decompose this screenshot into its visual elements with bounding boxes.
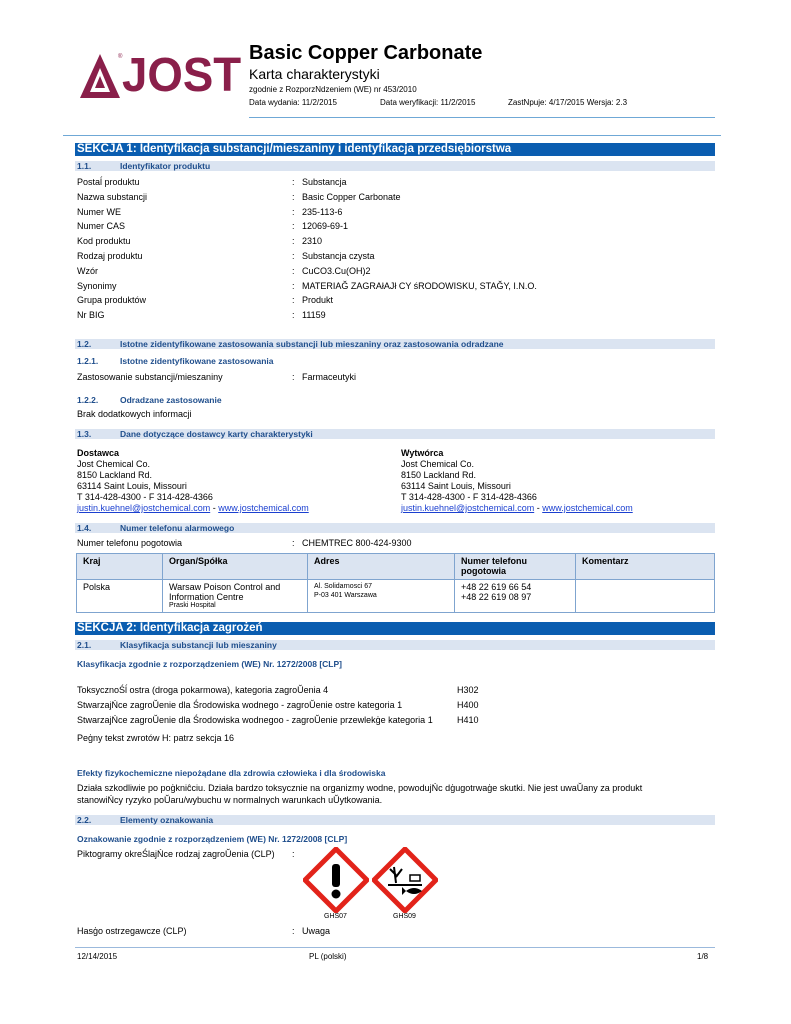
cell-kraj: Polska [77, 580, 163, 613]
row-key: Numer CAS [77, 221, 126, 232]
subsection-2-1: 2.1. Klasyfikacja substancji lub mieszaniny [75, 640, 715, 650]
document-title: Basic Copper Carbonate [249, 42, 483, 64]
header-divider [249, 117, 715, 118]
no-info-text: Brak dodatkowych informacji [77, 409, 192, 419]
manufacturer-heading: Wytwórca [401, 448, 444, 458]
document-subtitle: Karta charakterystyki [249, 66, 380, 82]
row-colon: : [292, 221, 295, 232]
col-organ: Organ/Spółka [163, 554, 308, 580]
logo-text: JOST [122, 49, 242, 102]
issue-date: Data wydania: 11/2/2015 [249, 98, 337, 107]
pictograms-label: Piktogramy okreŚlajŃce rodzaj zagroŬenia (CLP) [77, 849, 275, 859]
table-row [77, 295, 717, 307]
subsection-2-2: 2.2. Elementy oznakowania [75, 815, 715, 825]
row-value: 2310 [302, 236, 323, 247]
ghs07-label: GHS07 [324, 913, 347, 920]
jost-logo [80, 49, 242, 102]
row-key: Grupa produktów [77, 295, 147, 306]
manufacturer-phone: T 314-428-4300 - F 314-428-4366 [401, 492, 537, 502]
regulation-line: zgodnie z RozporzNdzeniem (WE) nr 453/2010 [249, 85, 417, 94]
supplier-street: 8150 Lackland Rd. [77, 470, 153, 480]
subsection-1-1: 1.1. Identyfikator produktu [75, 161, 715, 171]
row-value: Basic Copper Carbonate [302, 191, 401, 202]
col-komentarz: Komentarz [576, 554, 715, 580]
table-row [77, 281, 717, 293]
table-row [77, 310, 717, 322]
footer-divider [75, 947, 715, 948]
emergency-phone-row: Numer telefonu pogotowia : CHEMTREC 800-424-9300 [77, 538, 412, 548]
cell-adres: Al. Solidarnosci 67 P-03 401 Warszawa [308, 580, 455, 613]
manufacturer-email-link[interactable]: justin.kuehnel@jostchemical.com [401, 503, 535, 513]
row-key: Rodzaj produktu [77, 251, 143, 261]
subsection-1-2-2: 1.2.2. Odradzane zastosowanie [77, 395, 222, 405]
row-colon: : [292, 191, 295, 202]
header-divider-full [63, 135, 721, 136]
supplier-name: Jost Chemical Co. [77, 459, 151, 469]
pictograms-colon: : [292, 849, 295, 859]
link-separator: - [534, 503, 543, 513]
table-row [77, 221, 717, 233]
ghs09-label: GHS09 [393, 913, 416, 920]
footer-date: 12/14/2015 [77, 952, 118, 961]
row-value: MATERIAĞ ZAGRAłAJł CY śRODOWISKU, STAĞY, I.N.O. [302, 280, 537, 291]
row-value: Substancja [302, 177, 347, 187]
effects-text-line2: stanowiŃcy ryzyko poŬaru/wybuchu w normalnych warunkach uŬytkowania. [77, 795, 383, 805]
row-key: Synonimy [77, 280, 117, 291]
manufacturer-name: Jost Chemical Co. [401, 459, 475, 469]
row-value: 235-113-6 [302, 206, 343, 217]
signal-word-row: Hasģo ostrzegawcze (CLP) : Uwaga [77, 926, 331, 936]
row-key: Nazwa substancji [77, 191, 148, 202]
link-separator: - [210, 503, 219, 513]
table-row [77, 580, 715, 613]
row-value: CuCO3.Cu(OH)2 [302, 265, 371, 276]
table-row [77, 251, 717, 263]
environment-hazard-pictogram-icon [372, 847, 438, 913]
registered-mark: ® [118, 54, 123, 60]
section1-title: SEKCJA 1: Identyfikacja substancji/mieszaniny i identyfikacja przedsiębiorstwa [75, 143, 715, 156]
row-key: Numer WE [77, 206, 122, 217]
emergency-contacts-table [76, 553, 715, 613]
row-key: Kod produktu [77, 236, 131, 247]
row-key: Postaĺ produktu [77, 177, 140, 187]
table-row [77, 177, 717, 189]
verify-date: Data weryfikacji: 11/2/2015 [380, 98, 476, 107]
footer-language: PL (polski) [309, 952, 347, 961]
cell-organ: Warsaw Poison Control and Information Centre Praski Hospital [163, 580, 308, 613]
col-telefon: Numer telefonu pogotowia [455, 554, 576, 580]
cell-telefon: +48 22 619 66 54 +48 22 619 08 97 [455, 580, 576, 613]
table-header-row [77, 554, 715, 580]
row-colon: : [292, 236, 295, 247]
full-text-reference: Peģny tekst zwrotów H: patrz sekcja 16 [77, 733, 235, 743]
row-colon: : [292, 265, 295, 276]
supplier-phone: T 314-428-4300 - F 314-428-4366 [77, 492, 213, 502]
cell-komentarz [576, 580, 715, 613]
manufacturer-block [401, 448, 711, 514]
table-row [77, 207, 717, 219]
hazard-text: StwarzajŃce zagroŬenie dla Środowiska wodnego - zagroŬenie ostre kategoria 1 [77, 700, 403, 710]
manufacturer-street: 8150 Lackland Rd. [401, 470, 477, 480]
row-colon: : [292, 295, 295, 306]
supplier-block [77, 448, 377, 514]
table-row [77, 192, 717, 204]
hazard-code: H410 [457, 715, 479, 725]
supplier-heading: Dostawca [77, 448, 120, 458]
row-value: Substancja czysta [302, 251, 375, 261]
row-key: Wzór [77, 265, 98, 276]
section2-title: SEKCJA 2: Identyfikacja zagrożeń [75, 622, 715, 635]
triangle-icon [80, 54, 123, 98]
row-value: Produkt [302, 295, 334, 306]
subsection-1-4: 1.4. Numer telefonu alarmowego [75, 523, 715, 533]
subsection-1-2-1: 1.2.1. Istotne zidentyfikowane zastosowania [77, 356, 274, 366]
exclamation-mark-pictogram-icon [303, 847, 369, 913]
manufacturer-web-link[interactable]: www.jostchemical.com [542, 503, 633, 513]
row-colon: : [292, 280, 295, 291]
hazard-code: H400 [457, 700, 479, 710]
use-row: Zastosowanie substancji/mieszaniny : Farmaceutyki [77, 372, 357, 382]
hazard-text: ToksycznoŚĺ ostra (droga pokarmowa), kategoria zagroŬenia 4 [77, 685, 329, 695]
table-row [77, 236, 717, 248]
supplier-web-link[interactable]: www.jostchemical.com [218, 503, 309, 513]
row-value: 12069-69-1 [302, 221, 349, 232]
row-colon: : [292, 206, 295, 217]
col-adres: Adres [308, 554, 455, 580]
subsection-1-2: 1.2. Istotne zidentyfikowane zastosowania substancji lub mieszaniny oraz zastosowania odradzane [75, 339, 715, 349]
footer-page: 1/8 [697, 952, 709, 961]
row-colon: : [292, 310, 295, 321]
hazard-code: H302 [457, 685, 479, 695]
manufacturer-city: 63114 Saint Louis, Missouri [401, 481, 511, 491]
hazard-text: StwarzajŃce zagroŬenie dla Środowiska wodnegoo - zagroŬenie przewlekģe kategoria 1 [77, 715, 433, 725]
row-value: 11159 [302, 310, 326, 321]
table-row [77, 266, 717, 278]
effects-text-line1: Działa szkodliwie po poģkniĉciu. Działa bardzo toksycznie na organizmy wodne, powodujŃc dģugotrwaģe skutki. Nie jest uwaŬany za produkt [77, 783, 643, 793]
subsection-1-3: 1.3. Dane dotyczące dostawcy karty charakterystyki [75, 429, 715, 439]
row-colon: : [292, 251, 295, 261]
row-key: Nr BIG [77, 310, 105, 321]
col-kraj: Kraj [77, 554, 163, 580]
row-colon: : [292, 177, 295, 187]
replaces-version: ZastNpuje: 4/17/2015 Wersja: 2.3 [508, 98, 628, 107]
supplier-email-link[interactable]: justin.kuehnel@jostchemical.com [77, 503, 211, 513]
supplier-city: 63114 Saint Louis, Missouri [77, 481, 187, 491]
